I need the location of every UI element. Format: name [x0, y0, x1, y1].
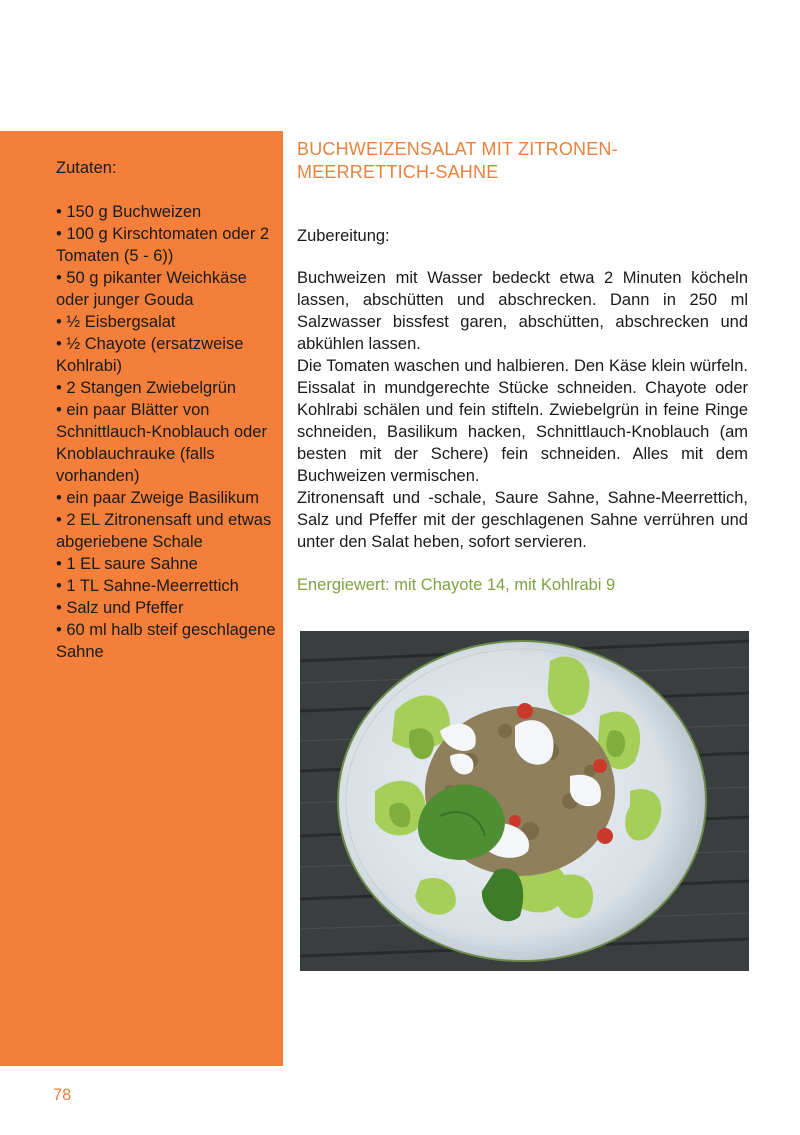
preparation-heading: Zubereitung: [297, 227, 390, 245]
ingredient-item: • Salz und Pfeffer [56, 597, 278, 619]
ingredient-item: • 50 g pikanter Weichkäse oder junger Gouda [56, 267, 278, 311]
ingredient-item: • 2 Stangen Zwiebelgrün [56, 377, 278, 399]
ingredients-list [56, 201, 278, 663]
ingredient-item: • 1 TL Sahne-Meerrettich [56, 575, 278, 597]
ingredient-item: • ein paar Blätter von Schnittlauch-Knoblauch oder Knoblauchrauke (falls vorhanden) [56, 399, 278, 487]
ingredients-heading: Zutaten: [56, 159, 117, 177]
preparation-paragraph: Die Tomaten waschen und halbieren. Den Käse klein würfeln. Eissalat in mundgerechte Stücke schneiden. Chayote oder Kohlrabi schälen und fein stifteln. Zwiebelgrün in feine Ringe schneiden, Basilikum hacken, Schnittlauch-Knoblauch (am besten mit der Schere) fein schneiden. Alles mit dem Buchweizen vermischen. [297, 357, 748, 485]
page-number: 78 [53, 1086, 72, 1104]
energy-value: Energiewert: mit Chayote 14, mit Kohlrabi 9 [297, 576, 616, 594]
ingredient-item: • 100 g Kirschtomaten oder 2 Tomaten (5 - 6)) [56, 223, 278, 267]
ingredient-item: • ½ Chayote (ersatzweise Kohlrabi) [56, 333, 278, 377]
ingredient-item: • ein paar Zweige Basilikum [56, 487, 278, 509]
ingredient-item: • 150 g Buchweizen [56, 201, 278, 223]
preparation-paragraph: Zitronensaft und -schale, Saure Sahne, Sahne-Meerrettich, Salz und Pfeffer mit der geschlagenen Sahne verrühren und unter den Salat heben, sofort servieren. [297, 489, 748, 551]
salad-photo [300, 631, 749, 971]
preparation-text [297, 267, 748, 553]
recipe-title: BUCHWEIZENSALAT MIT ZITRONEN-MEERRETTICH-SAHNE [297, 139, 618, 182]
ingredient-item: • 2 EL Zitronensaft und etwas abgeriebene Schale [56, 509, 278, 553]
ingredient-item: • 60 ml halb steif geschlagene Sahne [56, 619, 278, 663]
ingredient-item: • 1 EL saure Sahne [56, 553, 278, 575]
ingredient-item: • ½ Eisbergsalat [56, 311, 278, 333]
preparation-paragraph: Buchweizen mit Wasser bedeckt etwa 2 Minuten köcheln lassen, abschütten und abschrecken. Dann in 250 ml Salzwasser bissfest garen, abschütten, abschrecken und abkühlen lassen. [297, 269, 748, 353]
